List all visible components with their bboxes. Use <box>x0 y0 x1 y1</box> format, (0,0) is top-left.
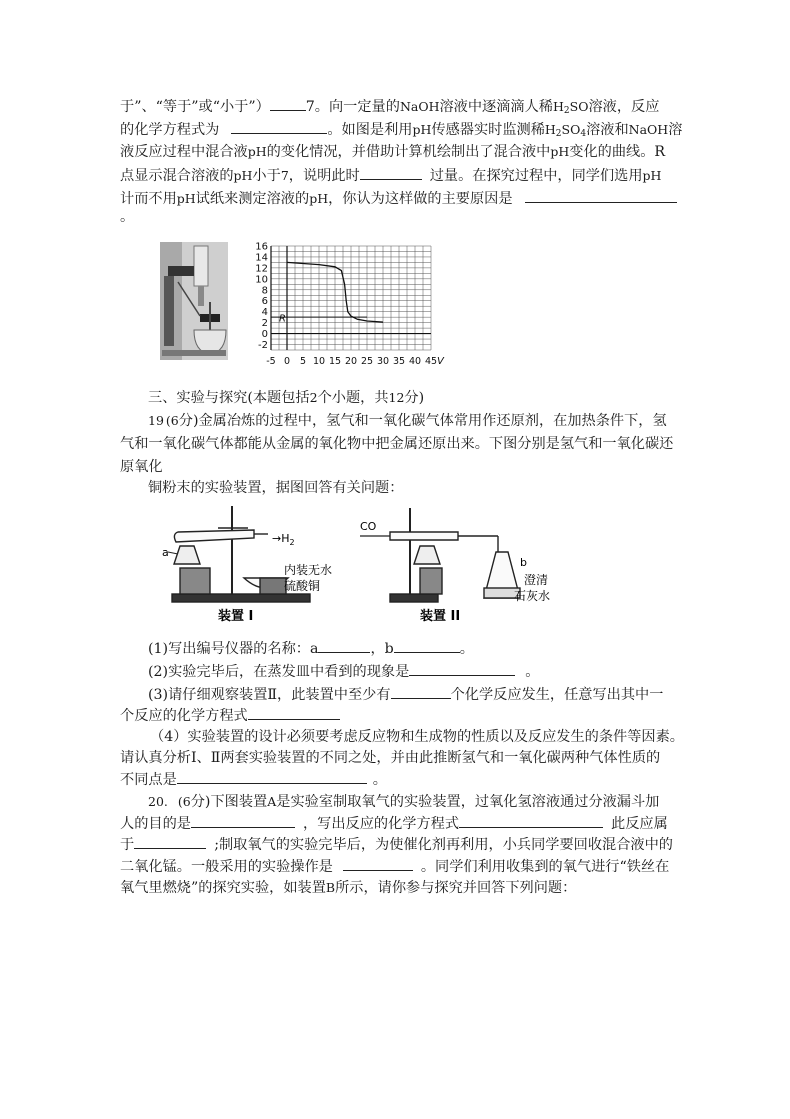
text: 溶液和 <box>586 122 629 138</box>
x-tick-label: 40 <box>408 356 422 367</box>
text: 。 <box>459 641 474 657</box>
text: 人的目的是 <box>120 816 191 832</box>
ph-sensor-photo-art <box>160 242 228 360</box>
q19-part-3 <box>148 683 708 706</box>
y-tick-label: 6 <box>261 296 268 308</box>
x-tick-label: 30 <box>376 356 390 367</box>
text: 过量。在探究过程中，同学们选用 <box>429 168 643 184</box>
text: 溶液，反应 <box>588 99 660 115</box>
text: 2 <box>563 106 570 116</box>
text: ;制取氧气的实验完毕后，为使催化剂再利用，小兵同学要回收混合液中的 <box>214 837 673 853</box>
x-tick-label: 35 <box>392 356 406 367</box>
answer-blank[interactable] <box>270 95 306 111</box>
q18-line-4 <box>120 164 680 187</box>
text: H <box>544 122 556 137</box>
x-tick-label: 0 <box>283 356 291 367</box>
limewater-label-1: 澄清 <box>524 573 549 587</box>
q20-line-5 <box>120 877 680 899</box>
text: 。 <box>372 772 387 788</box>
label-b: b <box>520 556 527 569</box>
text: NaOH <box>399 99 440 114</box>
q19-part-3b <box>120 704 680 727</box>
text: 试纸来测定溶液的 <box>195 191 310 207</box>
text: pH <box>233 168 253 183</box>
q20-line-1 <box>148 791 708 813</box>
answer-blank[interactable] <box>248 704 340 720</box>
y-tick-label: 2 <box>261 318 268 330</box>
y-tick-label: 0 <box>261 329 268 341</box>
q19-part-4c <box>120 768 680 791</box>
anhydrous-label-2: 硫酸铜 <box>284 579 321 593</box>
h2-label: $\to H_2$ <box>272 532 295 547</box>
x-tick-label: -5 <box>266 356 276 367</box>
q19-part-4b <box>120 747 680 769</box>
answer-blank[interactable] <box>394 637 460 653</box>
text: ，你认为这样做的主要原因是 <box>328 191 513 207</box>
text: 于 <box>120 837 135 853</box>
q19-part-1 <box>148 637 708 660</box>
text: 19 <box>148 413 164 428</box>
text: 。如图是利用 <box>327 122 413 138</box>
ph-chart <box>245 238 444 373</box>
y-tick-label: 4 <box>261 307 268 319</box>
text: 。 <box>525 664 540 680</box>
apparatus-figure <box>158 502 568 626</box>
q18-line-6 <box>120 206 680 228</box>
text: 的化学方程式为 <box>120 122 220 138</box>
answer-blank[interactable] <box>318 637 370 653</box>
q19-part-2 <box>148 660 708 683</box>
text: 12 <box>388 390 405 405</box>
text: 不同点是 <box>120 772 177 788</box>
answer-blank[interactable] <box>459 812 603 828</box>
text: SO <box>561 122 581 137</box>
text: 铜粉末的实验装置，据图回答有关问题： <box>148 480 404 496</box>
caption-device-2: 装置 II <box>420 609 461 624</box>
text: 个化学反应发生，任意写出其中一 <box>450 687 664 703</box>
text: ，写出反应的化学方程式 <box>302 816 460 832</box>
q19-line-1 <box>148 410 708 432</box>
co-label: CO <box>360 520 377 533</box>
text: 氧气里燃烧”的探究实验，如装置 <box>120 880 326 896</box>
text: 。同学们利用收集到的氧气进行“铁丝在 <box>420 859 670 875</box>
text: pH <box>247 144 267 159</box>
text: pH <box>176 191 196 206</box>
y-tick-label: 8 <box>261 285 268 297</box>
text: NaOH <box>628 122 669 137</box>
text: （4）实验装置的设计必须要考虑反应物和生成物的性质以及反应发生的条件等因素。 <box>150 729 684 745</box>
section-heading <box>148 387 708 409</box>
text: 点显示混合溶液的 <box>120 168 234 184</box>
text: 分)下图装置 <box>190 794 268 810</box>
text: (6 <box>177 794 191 809</box>
text: A <box>267 794 277 809</box>
label-a-leader <box>168 552 178 554</box>
text: (1)写出编号仪器的名称：a <box>148 641 319 657</box>
text: 二氧化锰。一般采用的实验操作是 <box>120 859 333 875</box>
ph-sensor-photo <box>160 242 228 360</box>
text: 三、实验与探究(本题包括 <box>148 390 310 406</box>
apparatus-svg <box>158 502 568 626</box>
text: 4 <box>580 129 587 139</box>
text: 于”、“等于”或“小于”） <box>120 99 270 115</box>
text: (3)请仔细观察装置Ⅱ，此装置中至少有 <box>148 687 391 703</box>
x-tick-label: 5 <box>299 356 307 367</box>
limewater-label-2: 石灰水 <box>514 589 551 603</box>
q18-line-3 <box>120 141 680 163</box>
text: pH <box>412 122 432 137</box>
q20-line-4 <box>120 855 680 878</box>
y-tick-label: 14 <box>255 252 268 264</box>
text: 小于 <box>252 168 281 184</box>
text: (2)实验完毕后，在蒸发皿中看到的现象是 <box>148 664 410 680</box>
y-tick-label: -2 <box>258 340 268 352</box>
x-tick-label: 15 <box>328 356 342 367</box>
text: 个小题，共 <box>317 390 389 406</box>
x-tick-label: 20 <box>344 356 358 367</box>
answer-blank[interactable] <box>343 855 413 871</box>
text: 原氧化 <box>120 459 163 475</box>
device-2 <box>390 508 520 602</box>
text: 所示，请你参与探究并回答下列问题： <box>335 880 577 896</box>
text: 请认真分析Ⅰ、Ⅱ两套实验装置的不同之处，并由此推断氢气和一氧化碳两种气体性质的 <box>120 750 661 766</box>
text: pH <box>642 168 662 183</box>
text: 计而不用 <box>120 191 177 207</box>
text: 溶 <box>668 122 683 138</box>
text: 7 <box>280 168 289 183</box>
text: ，说明此时 <box>288 168 360 184</box>
answer-blank[interactable] <box>191 812 295 828</box>
text: 传感器实时监测稀 <box>431 122 545 138</box>
text: 7。向一定量的 <box>305 99 400 115</box>
text: 此反应属 <box>611 816 668 832</box>
x-tick-label: 10 <box>312 356 326 367</box>
text: 2 <box>555 129 562 139</box>
r-point-label: R <box>279 313 286 325</box>
text: 液反应过程中混合液 <box>120 144 248 160</box>
q19-part-4 <box>150 726 710 748</box>
text: ，b <box>370 641 394 657</box>
q19-line-2 <box>120 433 680 455</box>
q19-line-4 <box>148 477 708 499</box>
text: B <box>325 880 336 895</box>
text: pH <box>309 191 329 206</box>
text: 气和一氧化碳气体都能从金属的氧化物中把金属还原出来。下图分别是氢气和一氧化碳还 <box>120 436 674 452</box>
answer-blank[interactable] <box>177 768 367 784</box>
label-a: a <box>162 546 169 559</box>
caption-device-1: 装置 I <box>218 609 254 624</box>
y-tick-label: 12 <box>255 263 268 275</box>
answer-blank[interactable] <box>391 683 451 699</box>
y-tick-label: 10 <box>255 274 268 286</box>
y-tick-label: 16 <box>255 241 268 253</box>
text: SO <box>569 99 589 114</box>
q19-line-3 <box>120 456 680 478</box>
text: (6 <box>165 413 179 428</box>
x-axis-label: V <box>437 356 444 367</box>
text: 变化的曲线。R <box>569 144 666 160</box>
text: 2 <box>309 390 318 405</box>
ph-chart-svg <box>245 238 444 373</box>
answer-blank[interactable] <box>409 660 515 676</box>
q20-line-3 <box>120 833 680 856</box>
text: 分) <box>404 390 425 406</box>
text: 溶液中逐滴滴人稀 <box>439 99 553 115</box>
text: 是实验室制取氧气的实验装置，过氧化氢溶液通过分液漏斗加 <box>276 794 660 810</box>
answer-blank[interactable] <box>360 164 422 180</box>
text: H <box>553 99 564 114</box>
text: 分)金属冶炼的过程中，氢气和一氧化碳气体常用作还原剂，在加热条件下，氢 <box>178 413 667 429</box>
anhydrous-label-1: 内装无水 <box>284 563 333 577</box>
text: 。 <box>120 209 135 225</box>
text: pH <box>550 144 570 159</box>
text: 个反应的化学方程式 <box>120 708 248 724</box>
q20-line-2 <box>120 812 680 835</box>
x-tick-label: 45 <box>424 356 438 367</box>
x-tick-label: 25 <box>360 356 374 367</box>
text: 20. <box>148 794 168 809</box>
answer-blank[interactable] <box>525 187 677 203</box>
answer-blank[interactable] <box>134 833 206 849</box>
text: 的变化情况，并借助计算机绘制出了混合液中 <box>266 144 551 160</box>
answer-blank[interactable] <box>231 118 327 134</box>
